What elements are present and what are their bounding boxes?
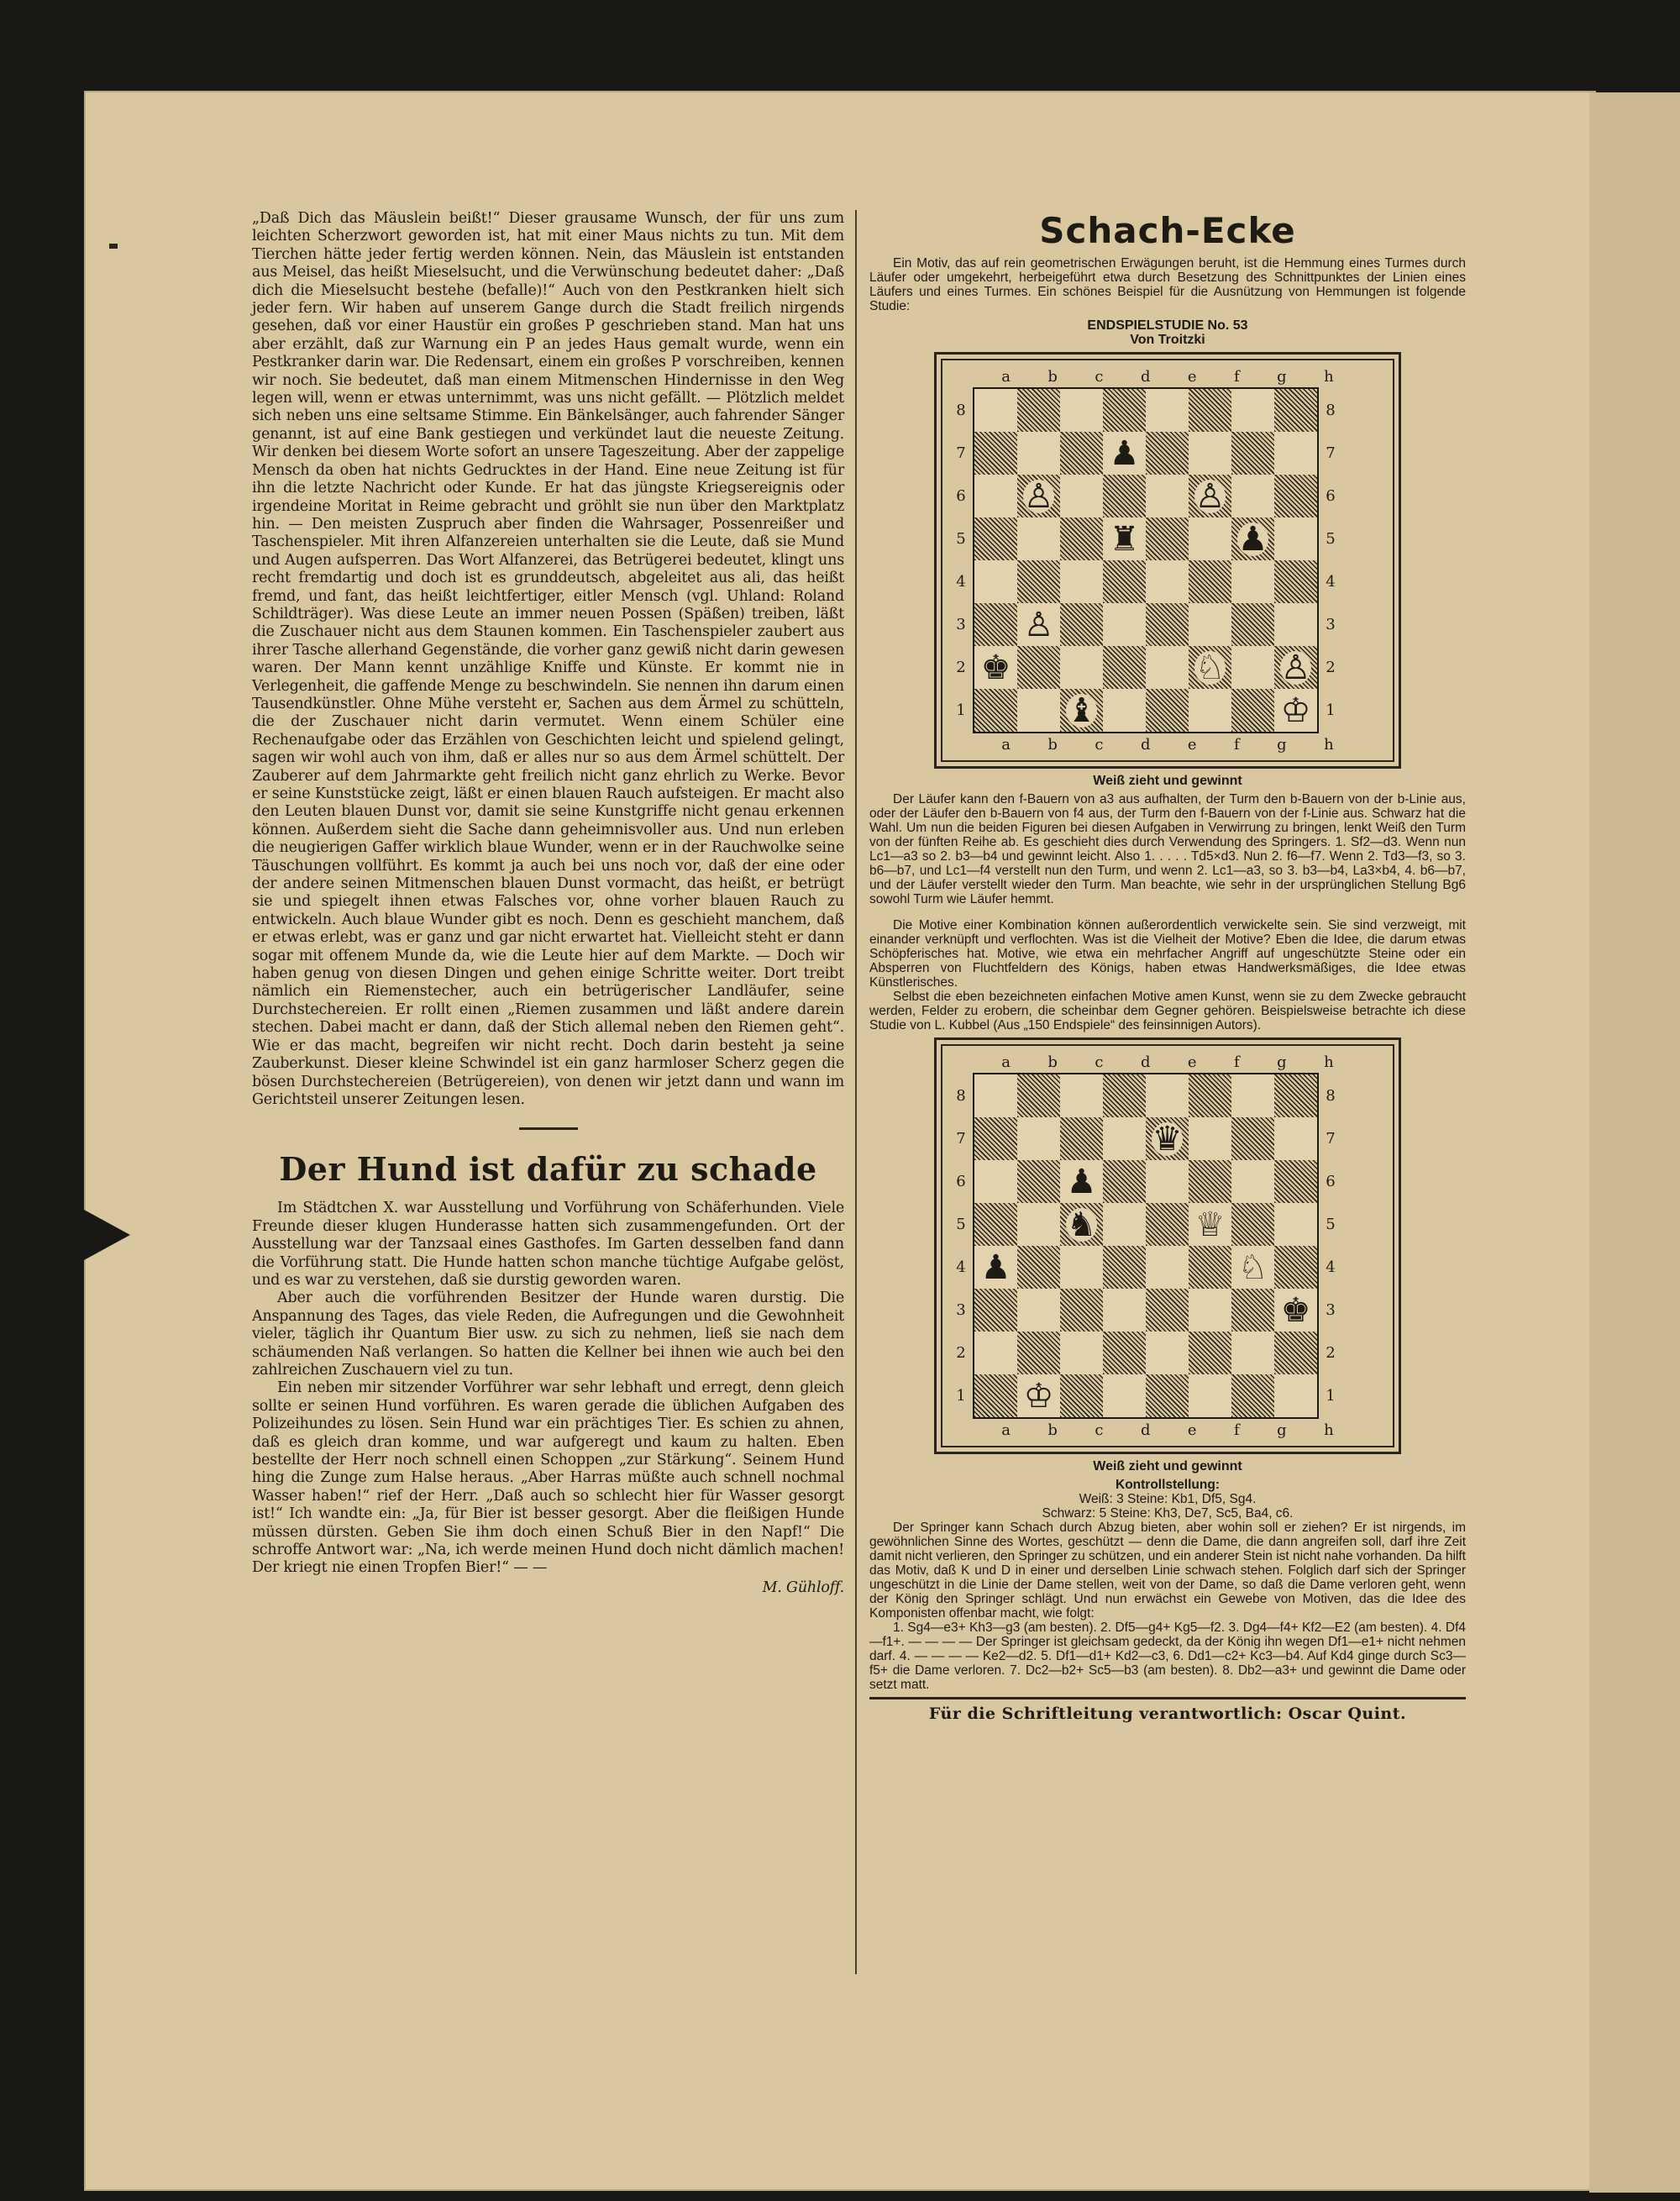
board-square (974, 646, 1017, 689)
board-square (1231, 517, 1274, 560)
board-square (1060, 646, 1103, 689)
board-square (1017, 646, 1060, 689)
rank-label: 4 (956, 573, 966, 591)
chess-piece-icon: ♟ (1237, 519, 1268, 559)
board-square (1103, 432, 1146, 475)
chess-piece-icon: ♟ (1066, 1162, 1097, 1201)
file-label: e (1187, 735, 1197, 754)
board-square (1274, 1203, 1317, 1246)
file-label: d (1140, 367, 1151, 386)
board-square (1146, 475, 1189, 517)
rank-label: 5 (1326, 530, 1336, 548)
board-square (1103, 1289, 1146, 1332)
chess-corner-title: Schach-Ecke (1039, 210, 1296, 251)
file-labels-top (949, 365, 1386, 387)
board-square (1103, 475, 1146, 517)
board-square (1189, 389, 1231, 432)
board-square (1231, 689, 1274, 732)
solution-2: Der Springer kann Schach durch Abzug bieten, aber wohin soll er ziehen? Er ist nirgends, im gewöhnlichen Sinne des Wortes, geschützt — denn die Dame, die dann angreifen soll, darf ihre Zeit damit nicht verlieren, den Springer zu schützen, und ein anderer Stein ist nicht nahe vorhanden. Da hilft das Motiv, daß K und D in einer und derselben Linie schwach stehen. Folglich darf sich der Springer ungeschützt in die Linie der Dame stellen, weit von der Dame, so daß die Dame verloren geht, wenn der König den Springer schlägt. Und nun erwächst ein Gewebe von Motiven, das die Idee des Komponisten offenbar macht, wie folgt: (869, 1521, 1466, 1621)
chess-piece-icon: ♙ (1023, 605, 1054, 644)
rank-label: 1 (1326, 701, 1336, 719)
board-square (1189, 1203, 1231, 1246)
board-square (1146, 432, 1189, 475)
board-square (1274, 1289, 1317, 1332)
chess-piece-icon: ♙ (1194, 476, 1226, 516)
board-square (1103, 1117, 1146, 1160)
board-square (1060, 1374, 1103, 1417)
file-label: c (1095, 1053, 1104, 1071)
rank-label: 6 (1326, 1173, 1336, 1190)
article-paragraph: „Daß Dich das Mäuslein beißt!“ Dieser grausame Wunsch, der für uns zum leichten Scherzwort geworden ist, hat mit einer Maus nichts zu tun. Mit dem Tierchen hätte jeder fertig werden können. Nein, das Mäuslein ist entstanden aus Meisel, das heißt Mieselsucht, und die Verwünschung bedeutet daher: „Daß dich die Mieselsucht bestehe (befalle)!“ Auch von den Pestkranken hielt sich jeder fern. Wir haben auf unserem Gange durch die Stadt freilich nirgends gesehen, daß vor einer Haustür ein großes P geschrieben stand. Man hat uns aber erzählt, daß zur Warnung ein P an jedes Haus gemalt wurde, wenn ein Pestkranker darin war. Die Redensart, einem ein großes P vorschreiben, kennen wir noch. Sie bedeutet, daß man einem Mitmenschen Hindernisse in den Weg legen will, wenn er etwas unternimmt, was uns nicht gefällt. — Plötzlich meldet sich neben uns eine seltsame Stimme. Ein Bänkelsänger, auch fahrender Sänger genannt, ist auf eine Bank gestiegen und verkündet laut die neueste Zeitung. Wir denken bei diesem Worte sofort an unsere Tageszeitung. Aber der zappelige Mensch da oben hat nichts Gedrucktes in der Hand. Eine neue Zeitung ist für ihn die letzte Nachricht oder Kunde. Er hat das jüngste Kriegsereignis oder irgendeine Moritat in Reime gebracht und gröhlt sie nun über den Marktplatz hin. — Den meisten Zuspruch aber finden die Wahrsager, Possenreißer und Taschenspieler. Mit ihren Alfanzereien unterhalten sie die Leute, daß sie Mund und Augen aufsperren. Das Wort Alfanzerei, das Betrügerei bedeutet, klingt uns recht fremdartig und doch ist es grunddeutsch, abgeleitet aus ali, das heißt fremd, und fant, das heißt leichtfertiger, eitler Mensch (vgl. Uhland: Roland Schildträger). Was diese Leute an immer neuen Possen (Späßen) treiben, läßt die Zuschauer nicht aus dem Staunen kommen. Ein Taschenspieler zaubert aus ihrer Tasche allerhand Gegenstände, die vorher ganz gewiß nicht darin gewesen waren. Der Mann kennt unzählige Kniffe und Künste. Er kommt nie in Verlegenheit, die gaffende Menge zu beschwindeln. Sie nennen ihn darum einen Tausendkünstler. Ohne Mühe versteht er, Sachen aus dem Ärmel zu schütteln, die der Zuschauer nicht darin vermutet. Wenn einem Schüler eine Rechenaufgabe oder das Erzählen von Geschichten leicht und spielend gelingt, sagen wir wohl auch von ihm, daß er alles nur so aus dem Ärmel schüttelt. Der Zauberer auf dem Jahrmarkte geht freilich nicht ganz ehrlich zu Werke. Bevor er seine Kunststücke zeigt, läßt er einen blauen Rauch aufsteigen. Er macht also den Leuten blauen Dunst vor, damit sie seine Kunstgriffe nicht genau erkennen können. Außerdem sieht die Sache dann geheimnisvoller aus. Und nun erleben die neugierigen Gaffer wirklich blaue Wunder, wenn er in der Rauchwolke seine Täuschungen vollführt. Es kommt ja auch bei uns noch vor, daß der eine oder der andere seinen Mitmenschen blauen Dunst vormacht, das heißt, er betrügt sie und spiegelt ihnen etwas Falsches vor, ohne vorher blauen Rauch zu entwickeln. Auch blaue Wunder gibt es noch. Denn es geschieht manchem, daß er etwas erlebt, was er ganz und gar nicht erwartet hat. Vielleicht steht er dann sogar mit offenem Munde da, wie die Leute hier auf dem Markte. — Doch wir haben genug von diesen Dingen und gehen einige Schritte weiter. Dort treibt nämlich ein Riemenstecher, auch ein betrügerischer Landläufer, seine Durchstechereien. Er rollt einen „Riemen zusammen und läßt andere darein stechen. Dabei macht er dann, daß der Stich allemal neben den Riemen geht“. Wie er das macht, begreifen wir nicht recht. Doch darin besteht ja seine Zauberkunst. Dieser kleine Schwindel ist ein ganz harmloser Scherz gegen die bösen Durchstechereien (Betrügereien), von denen wir jetzt dann und wann im Gerichtsteil unserer Zeitungen lesen. (252, 210, 844, 1108)
board-square (1274, 475, 1317, 517)
chess-board-2 (949, 1073, 1386, 1419)
adjacent-page-edge (1589, 92, 1680, 2193)
chess-intro: Ein Motiv, das auf rein geometrischen Erwägungen beruht, ist die Hemmung eines Turmes durch Läufer oder umgekehrt, herbeigeführt etwa durch Besetzung des Schnittpunktes der Linien eines Läufers und eines Turmes. Ein schönes Beispiel für die Ausnützung von Hemmungen ist folgende Studie: (869, 256, 1466, 313)
board-square (1060, 1289, 1103, 1332)
board-square (1017, 1160, 1060, 1203)
board-square (974, 475, 1017, 517)
board-square (1274, 646, 1317, 689)
chess-piece-icon: ♝ (1066, 691, 1097, 730)
file-label: c (1095, 367, 1104, 386)
chess-piece-icon: ♔ (1023, 1376, 1054, 1416)
rank-label: 5 (956, 530, 966, 548)
control-title: Kontrollstellung: (1116, 1478, 1220, 1492)
board-square (1231, 646, 1274, 689)
board-square (1231, 475, 1274, 517)
board-square (1231, 389, 1274, 432)
board-square (1060, 1117, 1103, 1160)
rank-label: 8 (956, 1087, 966, 1105)
file-label: a (1001, 735, 1011, 754)
board-square (1017, 1246, 1060, 1289)
rank-label: 3 (1326, 616, 1336, 633)
board-square (1274, 517, 1317, 560)
file-label: f (1234, 1053, 1240, 1071)
board-square (1103, 1203, 1146, 1246)
board-square (1189, 1246, 1231, 1289)
board-square (1231, 432, 1274, 475)
editor-credit: Für die Schriftleitung verantwortlich: Oscar Quint. (928, 1705, 1407, 1723)
chess-piece-icon: ♘ (1237, 1248, 1268, 1287)
board-square (1231, 1246, 1274, 1289)
board-square (1274, 689, 1317, 732)
article-hund (252, 1200, 844, 1597)
file-label: a (1001, 1053, 1011, 1071)
board-square (1231, 1074, 1274, 1117)
article-paragraph: Ein neben mir sitzender Vorführer war sehr lebhaft und erregt, denn gleich sollte er seinen Hund vorführen. Es waren gerade die üblichen Aufgaben des Polizeihundes zu lösen. Sein Hund war ein prächtiges Tier. Es schien zu ahnen, daß es gleich dran komme, und war aufgeregt und kaum zu halten. Eben bestellte der Herr noch schnell einen Schoppen „zur Stärkung“. Seinem Hund hing die Zunge zum Halse heraus. „Aber Harras müßte auch schnell nochmal Wasser haben!“ rief der Herr. „Daß auch so schlecht hier für Wasser gesorgt ist!“ Ich wandte ein: „Ja, für Bier ist besser gesorgt. Aber die fleißigen Hunde müssen dürsten. Geben Sie ihm doch einen Schuß Bier in den Napf!“ Die schroffe Antwort war: „Na, ich werde meinen Hund doch nicht dämlich machen! Der kriegt nie einen Tropfen Bier!“ — — (252, 1379, 844, 1577)
board-square (1017, 1289, 1060, 1332)
file-label: g (1277, 735, 1287, 754)
file-label: g (1277, 367, 1287, 386)
right-column (869, 210, 1466, 1723)
board-square (974, 432, 1017, 475)
board-square (1146, 689, 1189, 732)
board-square (1274, 1374, 1317, 1417)
rank-label: 1 (956, 701, 966, 719)
board-square (1146, 1160, 1189, 1203)
board-square (1189, 1332, 1231, 1374)
board-square (1017, 1203, 1060, 1246)
board-square (1146, 603, 1189, 646)
rank-label: 2 (1326, 1344, 1336, 1362)
board-square (1189, 1117, 1231, 1160)
file-label: b (1047, 367, 1058, 386)
file-label: d (1140, 1421, 1151, 1439)
board-square (1017, 1117, 1060, 1160)
footer-divider (869, 1697, 1466, 1699)
board-square (1060, 1246, 1103, 1289)
board-square (1060, 560, 1103, 603)
chess-piece-icon: ♚ (980, 648, 1011, 687)
solution-2-moves: 1. Sg4—e3+ Kh3—g3 (am besten). 2. Df5—g4+ Kg5—f2. 3. Dg4—f4+ Kf2—E2 (am besten). 4. Df4—f1+. — — — — Der Springer ist gleichsam gedeckt, da der König ihn wegen Df1—e1+ nicht nehmen darf. 4. — — — — Ke2—d2. 5. Df1—d1+ Kd2—c3, 6. Dd1—c2+ Kc3—b4. Auf Kd4 ginge durch Sc3—f5+ die Dame verloren. 7. Dc2—b2+ Sc5—b3 (am besten). 8. Db2—a3+ und gewinnt die Dame oder setzt matt. (869, 1621, 1466, 1692)
file-label: f (1234, 735, 1240, 754)
board-square (1189, 1374, 1231, 1417)
study-title: ENDSPIELSTUDIE No. 53 (1087, 318, 1248, 333)
board-square (974, 389, 1017, 432)
board-square (1060, 689, 1103, 732)
board-square (974, 1160, 1017, 1203)
board-square (974, 517, 1017, 560)
column-divider (855, 210, 857, 1974)
board-square (1231, 1289, 1274, 1332)
board-square (974, 1374, 1017, 1417)
board-square (1103, 517, 1146, 560)
board-square (1231, 1374, 1274, 1417)
board-square (1017, 560, 1060, 603)
board-square (1274, 389, 1317, 432)
board-square (974, 1246, 1017, 1289)
rank-label: 8 (956, 402, 966, 419)
board-square (1103, 1160, 1146, 1203)
rank-label: 1 (1326, 1387, 1336, 1405)
file-label: d (1140, 1053, 1151, 1071)
board-square (1189, 1289, 1231, 1332)
file-label: b (1047, 1421, 1058, 1439)
file-label: e (1187, 1421, 1197, 1439)
board-square (1189, 1160, 1231, 1203)
rank-label: 3 (956, 1301, 966, 1319)
chess-diagram-2 (934, 1037, 1401, 1454)
board-square (1189, 475, 1231, 517)
board-square (1189, 603, 1231, 646)
board-square (1017, 1074, 1060, 1117)
section-divider (519, 1127, 578, 1130)
file-label: h (1324, 1053, 1334, 1071)
diagram-caption-1: Weiß zieht und gewinnt (1093, 774, 1242, 788)
chess-piece-icon: ♔ (1280, 691, 1311, 730)
file-label: b (1047, 735, 1058, 754)
board-square (974, 1289, 1017, 1332)
board-square (1060, 475, 1103, 517)
board-square (1017, 432, 1060, 475)
board-square (1060, 389, 1103, 432)
board-square (974, 689, 1017, 732)
board-square (1189, 646, 1231, 689)
rank-label: 2 (1326, 659, 1336, 676)
board-square (1103, 1374, 1146, 1417)
board-square (1017, 517, 1060, 560)
article-maeuslein (252, 210, 844, 1109)
board-square (1274, 603, 1317, 646)
board-square (1060, 517, 1103, 560)
board-square (1274, 1074, 1317, 1117)
board-square (1103, 560, 1146, 603)
board-square (1189, 517, 1231, 560)
chess-piece-icon: ♙ (1280, 648, 1311, 687)
board-square (1103, 1074, 1146, 1117)
board-square (1060, 1203, 1103, 1246)
chess-piece-icon: ♘ (1194, 648, 1226, 687)
rank-label: 6 (956, 487, 966, 505)
rank-label: 1 (956, 1387, 966, 1405)
chess-piece-icon: ♛ (1152, 1119, 1183, 1158)
board-square (1189, 1074, 1231, 1117)
rank-label: 8 (1326, 1087, 1336, 1105)
board-square (1060, 603, 1103, 646)
board-square (1231, 560, 1274, 603)
board-square (1017, 475, 1060, 517)
torn-edge (84, 1210, 130, 1260)
board-square (1103, 689, 1146, 732)
file-label: d (1140, 735, 1151, 754)
board-square (1146, 1332, 1189, 1374)
file-label: c (1095, 735, 1104, 754)
board-square (1146, 1374, 1189, 1417)
board-square (1146, 1074, 1189, 1117)
file-label: a (1001, 1421, 1011, 1439)
board-square (1231, 1117, 1274, 1160)
chess-piece-icon: ♟ (980, 1248, 1011, 1287)
author-signature: M. Gühloff. (762, 1579, 844, 1596)
board-square (1231, 1203, 1274, 1246)
board-square (1103, 389, 1146, 432)
board-square (1017, 1332, 1060, 1374)
board-square (1146, 1117, 1189, 1160)
rank-label: 7 (1326, 1130, 1336, 1148)
rank-label: 5 (956, 1216, 966, 1233)
rank-label: 6 (1326, 487, 1336, 505)
file-label: e (1187, 367, 1197, 386)
chess-piece-icon: ♜ (1109, 519, 1140, 559)
file-label: f (1234, 367, 1240, 386)
motif-text-2: Selbst die eben bezeichneten einfachen Motive amen Kunst, wenn sie zu dem Zwecke gebraucht werden, Felder zu erobern, die scheinbar dem Gegner gehören. Beispielsweise betrachte ich diese Studie von L. Kubbel (Aus „150 Endspiele“ des feinsinnigen Autors). (869, 990, 1466, 1032)
chess-diagram-1 (934, 352, 1401, 769)
board-square (1146, 1203, 1189, 1246)
rank-label: 6 (956, 1173, 966, 1190)
file-label: e (1187, 1053, 1197, 1071)
rank-label: 7 (1326, 444, 1336, 462)
board-square (1103, 646, 1146, 689)
chess-piece-icon: ♙ (1023, 476, 1054, 516)
chess-piece-icon: ♚ (1280, 1290, 1311, 1330)
board-square (1189, 560, 1231, 603)
chess-board-1 (949, 387, 1386, 733)
control-black: Schwarz: 5 Steine: Kh3, De7, Sc5, Ba4, c6. (1042, 1506, 1294, 1521)
article-paragraph: Aber auch die vorführenden Besitzer der Hunde waren durstig. Die Anspannung des Tages, das viele Reden, die Aufregungen und die Gewohnheit vieler, täglich ihr Quantum Bier usw. zu sich zu nehmen, ließ sie nach dem schäumenden Naß verlangen. So hatten die Kellner bei ihnen wie auch bei den zahlreichen Zuschauern viel zu tun. (252, 1290, 844, 1379)
control-white: Weiß: 3 Steine: Kb1, Df5, Sg4. (1079, 1492, 1257, 1506)
board-square (1274, 1246, 1317, 1289)
rank-label: 7 (956, 444, 966, 462)
file-label: g (1277, 1421, 1287, 1439)
board-square (1060, 1332, 1103, 1374)
board-square (1274, 1117, 1317, 1160)
board-square (1103, 603, 1146, 646)
board-square (1146, 560, 1189, 603)
board-square (1146, 1246, 1189, 1289)
file-label: b (1047, 1053, 1058, 1071)
board-square (1060, 1160, 1103, 1203)
study-author: Von Troitzki (1130, 333, 1205, 347)
board-square (1017, 389, 1060, 432)
board-square (1189, 689, 1231, 732)
board-square (974, 1074, 1017, 1117)
file-label: h (1324, 1421, 1334, 1439)
rank-label: 5 (1326, 1216, 1336, 1233)
board-square (974, 1203, 1017, 1246)
board-square (1146, 646, 1189, 689)
board-square (1017, 1374, 1060, 1417)
rank-label: 2 (956, 659, 966, 676)
article-title-hund: Der Hund ist dafür zu schade (279, 1150, 817, 1189)
article-paragraph: Im Städtchen X. war Ausstellung und Vorführung von Schäferhunden. Viele Freunde dieser klugen Hunderasse hatten sich zusammengefunden. Ort der Ausstellung war der Tanzsaal eines Gasthofes. Im Garten desselben fand dann die Vorführung statt. Die Hunde hatten schon manche tüchtige Aufgabe gelöst, und es war zu verstehen, daß sie durstig geworden waren. (252, 1200, 844, 1289)
solution-1: Der Läufer kann den f-Bauern von a3 aus aufhalten, der Turm den b-Bauern von der b-Linie aus, oder der Läufer den b-Bauern von f4 aus, der Turm den f-Bauern von der f-Linie aus. Schwarz hat die Wahl. Um nun die beiden Figuren bei diesen Aufgaben in Verwirrung zu bringen, lenkt Weiß den Turm von der fünften Reihe ab. Es geschieht dies durch Verwendung des Springers. 1. Sf2—d3. Wenn nun Lc1—a3 so 2. b3—b4 und gewinnt leicht. Also 1. . . . . Td5×d3. Nun 2. f6—f7. Wenn 2. Td3—f3, so 3. b6—b7, und Lc1—f4 verstellt nun den Turm, und wenn 2. Lc1—a3, so 3. b3—b4, La3×b4, 4. b6—b7, und der Läufer verstellt wieder den Turm. Man beachte, wie sehr in der ursprünglichen Stellung Bg6 sowohl Turm wie Läufer hemmt. (869, 792, 1466, 906)
rank-label: 8 (1326, 402, 1336, 419)
file-label: c (1095, 1421, 1104, 1439)
rank-label: 4 (956, 1258, 966, 1276)
rank-label: 2 (956, 1344, 966, 1362)
file-labels-top (949, 1051, 1386, 1073)
board-square (1060, 432, 1103, 475)
board-square (974, 560, 1017, 603)
diagram-caption-2: Weiß zieht und gewinnt (1093, 1459, 1242, 1473)
margin-mark (109, 244, 118, 249)
board-square (1189, 432, 1231, 475)
board-square (1017, 603, 1060, 646)
board-square (1103, 1246, 1146, 1289)
rank-label: 3 (956, 616, 966, 633)
board-square (1103, 1332, 1146, 1374)
chess-piece-icon: ♟ (1109, 433, 1140, 473)
board-square (1274, 1160, 1317, 1203)
chess-piece-icon: ♕ (1194, 1205, 1226, 1244)
board-square (1231, 603, 1274, 646)
board-square (1146, 517, 1189, 560)
file-label: f (1234, 1421, 1240, 1439)
board-square (1146, 1289, 1189, 1332)
file-label: a (1001, 367, 1011, 386)
file-label: h (1324, 735, 1334, 754)
rank-label: 4 (1326, 573, 1336, 591)
board-square (1146, 389, 1189, 432)
board-square (1274, 1332, 1317, 1374)
rank-label: 3 (1326, 1301, 1336, 1319)
board-square (974, 1332, 1017, 1374)
left-column (252, 210, 844, 1597)
file-label: g (1277, 1053, 1287, 1071)
rank-label: 7 (956, 1130, 966, 1148)
rank-label: 4 (1326, 1258, 1336, 1276)
board-square (1274, 560, 1317, 603)
motif-text: Die Motive einer Kombination können außerordentlich verwickelte sein. Sie sind verzweigt, mit einander verknüpft und verflochten. Was ist die Vielheit der Motive? Eben die Idee, die darum etwas Schöpferisches hat. Motive, wie etwa ein mehrfacher Angriff auf ungeschützte Steine oder ein Absperren von Fluchtfeldern des Königs, haben etwas Handwerksmäßiges, die Idee etwas Künstlerisches. (869, 918, 1466, 990)
board-square (974, 1117, 1017, 1160)
board-square (1017, 689, 1060, 732)
file-labels-bottom (949, 1419, 1386, 1441)
board-square (1231, 1332, 1274, 1374)
file-labels-bottom (949, 733, 1386, 755)
board-square (1060, 1074, 1103, 1117)
board-square (1274, 432, 1317, 475)
chess-piece-icon: ♞ (1066, 1205, 1097, 1244)
board-square (974, 603, 1017, 646)
board-square (1231, 1160, 1274, 1203)
file-label: h (1324, 367, 1334, 386)
